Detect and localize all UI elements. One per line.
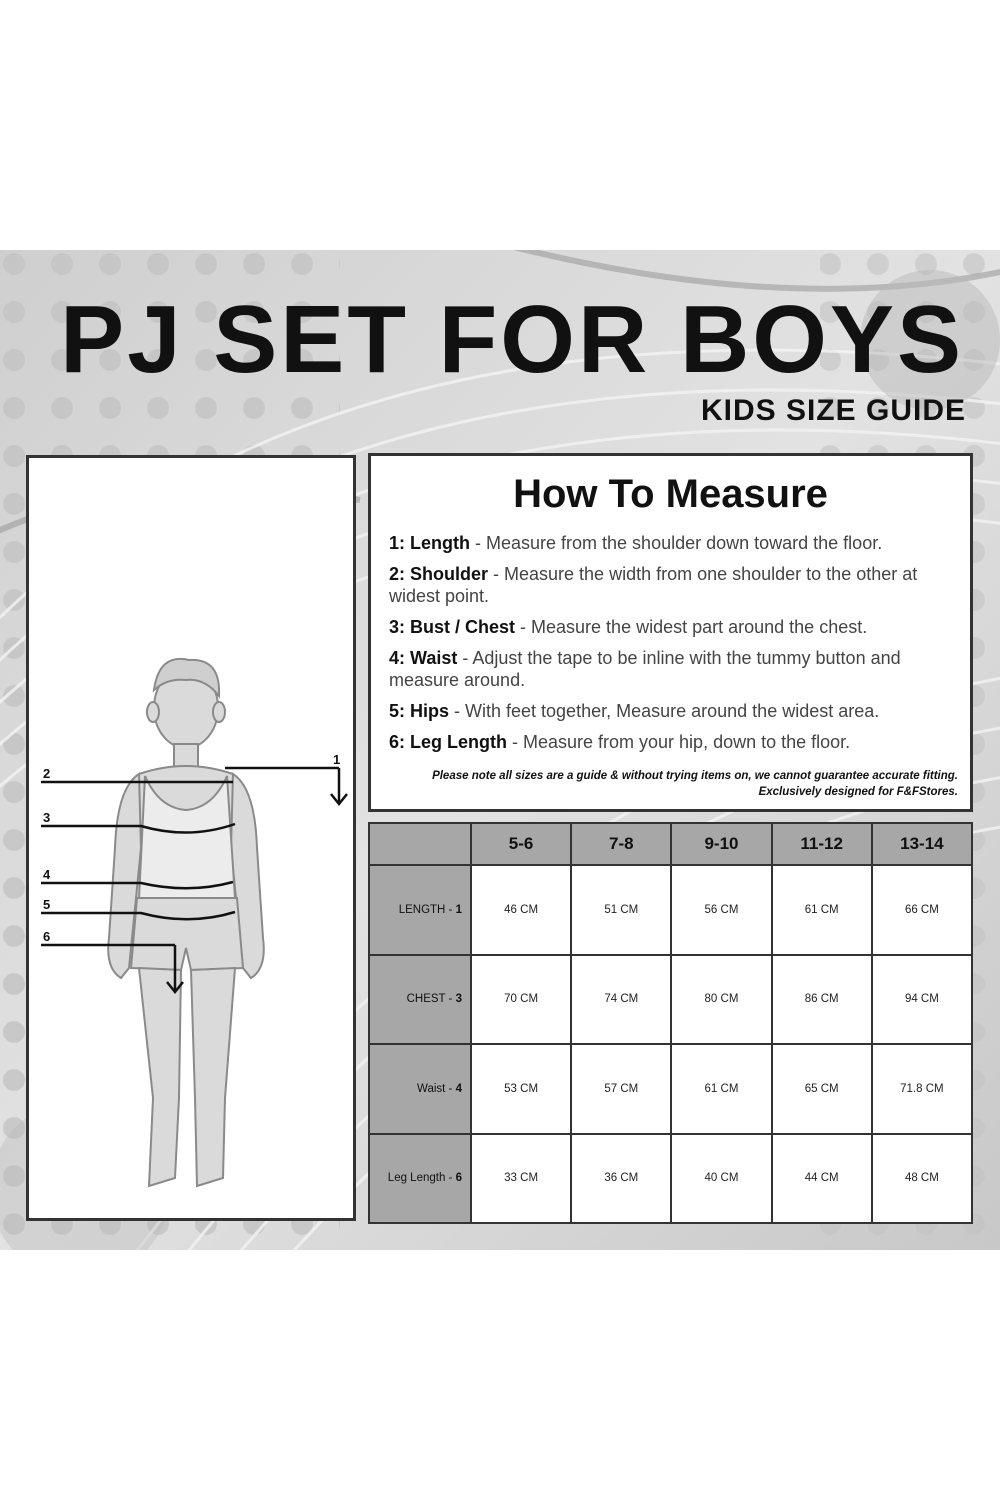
table-cell: 71.8 CM [872,1044,972,1134]
how-to-measure-title: How To Measure [513,472,828,516]
measurement-figure-box [26,455,356,1221]
step-text: - Adjust the tape to be inline with the tummy button and measure around. [389,648,901,690]
table-cell: 56 CM [671,865,771,955]
step-waist [389,647,949,691]
measure-steps [389,532,949,762]
disclaimer-note [432,768,958,800]
step-text: - Measure the width from one shoulder to the other at widest point. [389,564,918,606]
table-header-row [369,823,972,865]
child-body-illustration [29,458,353,1218]
page-title: PJ SET FOR BOYS [60,286,964,393]
row-label: Leg Length [387,1172,446,1185]
table-row [369,1044,972,1134]
column-header: 11-12 [772,823,872,865]
step-leg-length [389,731,949,753]
step-text: - With feet together, Measure around the widest area. [449,701,880,721]
marker-6: 6 [43,929,51,944]
marker-2: 2 [43,766,51,781]
step-text: - Measure the widest part around the chest. [515,617,868,637]
step-text: - Measure from your hip, down to the floor. [507,732,851,752]
marker-5: 5 [43,897,51,912]
step-label: 6: Leg Length [389,732,507,752]
table-row [369,955,972,1045]
size-guide-panel [0,250,1000,1250]
row-number: 3 [455,993,462,1006]
row-label: Waist [417,1082,446,1095]
table-cell: 53 CM [471,1044,571,1134]
step-label: 3: Bust / Chest [389,617,516,637]
row-header: LENGTH - 1 [369,865,471,955]
table-cell: 33 CM [471,1134,571,1224]
table-row [369,1134,972,1224]
table-cell: 40 CM [671,1134,771,1224]
row-label: LENGTH [398,903,446,916]
column-header: 5-6 [471,823,571,865]
table-row [369,865,972,955]
table-cell: 61 CM [671,1044,771,1134]
step-shoulder [389,563,949,607]
table-cell: 36 CM [571,1134,671,1224]
row-header: Leg Length - 6 [369,1134,471,1224]
table-corner-cell [369,823,471,865]
step-length [389,532,949,554]
table-cell: 66 CM [872,865,972,955]
marker-3: 3 [43,810,51,825]
table-cell: 51 CM [571,865,671,955]
column-header: 13-14 [872,823,972,865]
step-label: 1: Length [389,533,470,553]
table-cell: 46 CM [471,865,571,955]
step-label: 2: Shoulder [389,564,494,584]
marker-4: 4 [43,867,51,882]
table-cell: 61 CM [772,865,872,955]
table-cell: 94 CM [872,955,972,1045]
row-number: 1 [455,903,462,916]
row-label: CHEST [406,993,446,1006]
column-header: 7-8 [571,823,671,865]
step-hips [389,700,949,722]
exclusive-line: Exclusively designed for F&FStores. [758,786,958,798]
page-subtitle: KIDS SIZE GUIDE [700,394,966,427]
size-table [368,822,973,1224]
table-cell: 48 CM [872,1134,972,1224]
row-number: 4 [455,1082,462,1095]
table-cell: 65 CM [772,1044,872,1134]
step-chest [389,616,949,638]
table-cell: 57 CM [571,1044,671,1134]
column-header: 9-10 [671,823,771,865]
row-header: CHEST - 3 [369,955,471,1045]
marker-1: 1 [333,752,341,767]
table-cell: 80 CM [671,955,771,1045]
row-number: 6 [455,1172,462,1185]
step-label: 5: Hips [389,701,450,721]
step-text: - Measure from the shoulder down toward the floor. [470,533,883,553]
how-to-measure-box [368,453,973,812]
table-cell: 74 CM [571,955,671,1045]
table-cell: 70 CM [471,955,571,1045]
table-cell: 44 CM [772,1134,872,1224]
table-cell: 86 CM [772,955,872,1045]
row-header: Waist - 4 [369,1044,471,1134]
step-label: 4: Waist [389,648,458,668]
disclaimer-line: Please note all sizes are a guide & without trying items on, we cannot guarantee accurate fitting. [432,770,958,782]
